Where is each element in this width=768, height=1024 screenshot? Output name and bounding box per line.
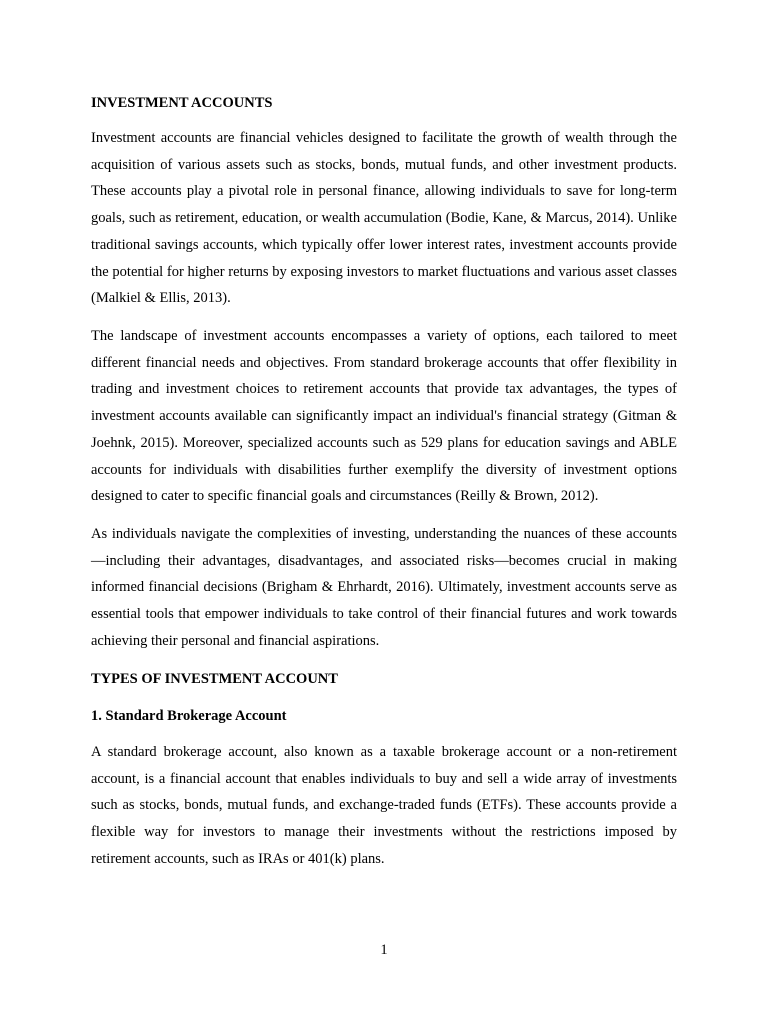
paragraph-intro: Investment accounts are financial vehicles designed to facilitate the growth of wealth through the acquisition of various assets such as stocks, bonds, mutual funds, and other investment products. These accounts play a pivotal role in personal finance, allowing individuals to save for long-term goals, such as retirement, education, or wealth accumulation (Bodie, Kane, & Marcus, 2014). Unlike traditional savings accounts, which typically offer lower interest rates, investment accounts provide the potential for higher returns by exposing investors to market fluctuations and various asset classes (Malkiel & Ellis, 2013). [91, 130, 677, 307]
page-number: 1 [380, 942, 388, 958]
paragraph-landscape: The landscape of investment accounts encompasses a variety of options, each tailored to meet different financial needs and objectives. From standard brokerage accounts that offer flexibility in trading and investment choices to retirement accounts that provide tax advantages, the types of investment accounts available can significantly impact an individual's financial strategy (Gitman & Joehnk, 2015). Moreover, specialized accounts such as 529 plans for education savings and ABLE accounts for individuals with disabilities further exemplify the diversity of investment options designed to cater to specific financial goals and circumstances (Reilly & Brown, 2012). [91, 328, 677, 505]
paragraph-standard-brokerage: A standard brokerage account, also known as a taxable brokerage account or a non-retirement account, is a financial account that enables individuals to buy and sell a wide array of investments such as stocks, bonds, mutual funds, and exchange-traded funds (ETFs). These accounts provide a flexible way for investors to manage their investments without the restrictions imposed by retirement accounts, such as IRAs or 401(k) plans. [91, 744, 677, 867]
subheading-standard-brokerage: 1. Standard Brokerage Account [91, 708, 287, 724]
paragraph-navigate: As individuals navigate the complexities of investing, understanding the nuances of these accounts—including their advantages, disadvantages, and associated risks—becomes crucial in making informed financial decisions (Brigham & Ehrhardt, 2016). Ultimately, investment accounts serve as essential tools that empower individuals to take control of their financial futures and work towards achieving their personal and financial aspirations. [91, 526, 677, 649]
section-heading-types: TYPES OF INVESTMENT ACCOUNT [91, 671, 338, 687]
section-heading-investment-accounts: INVESTMENT ACCOUNTS [91, 95, 273, 111]
